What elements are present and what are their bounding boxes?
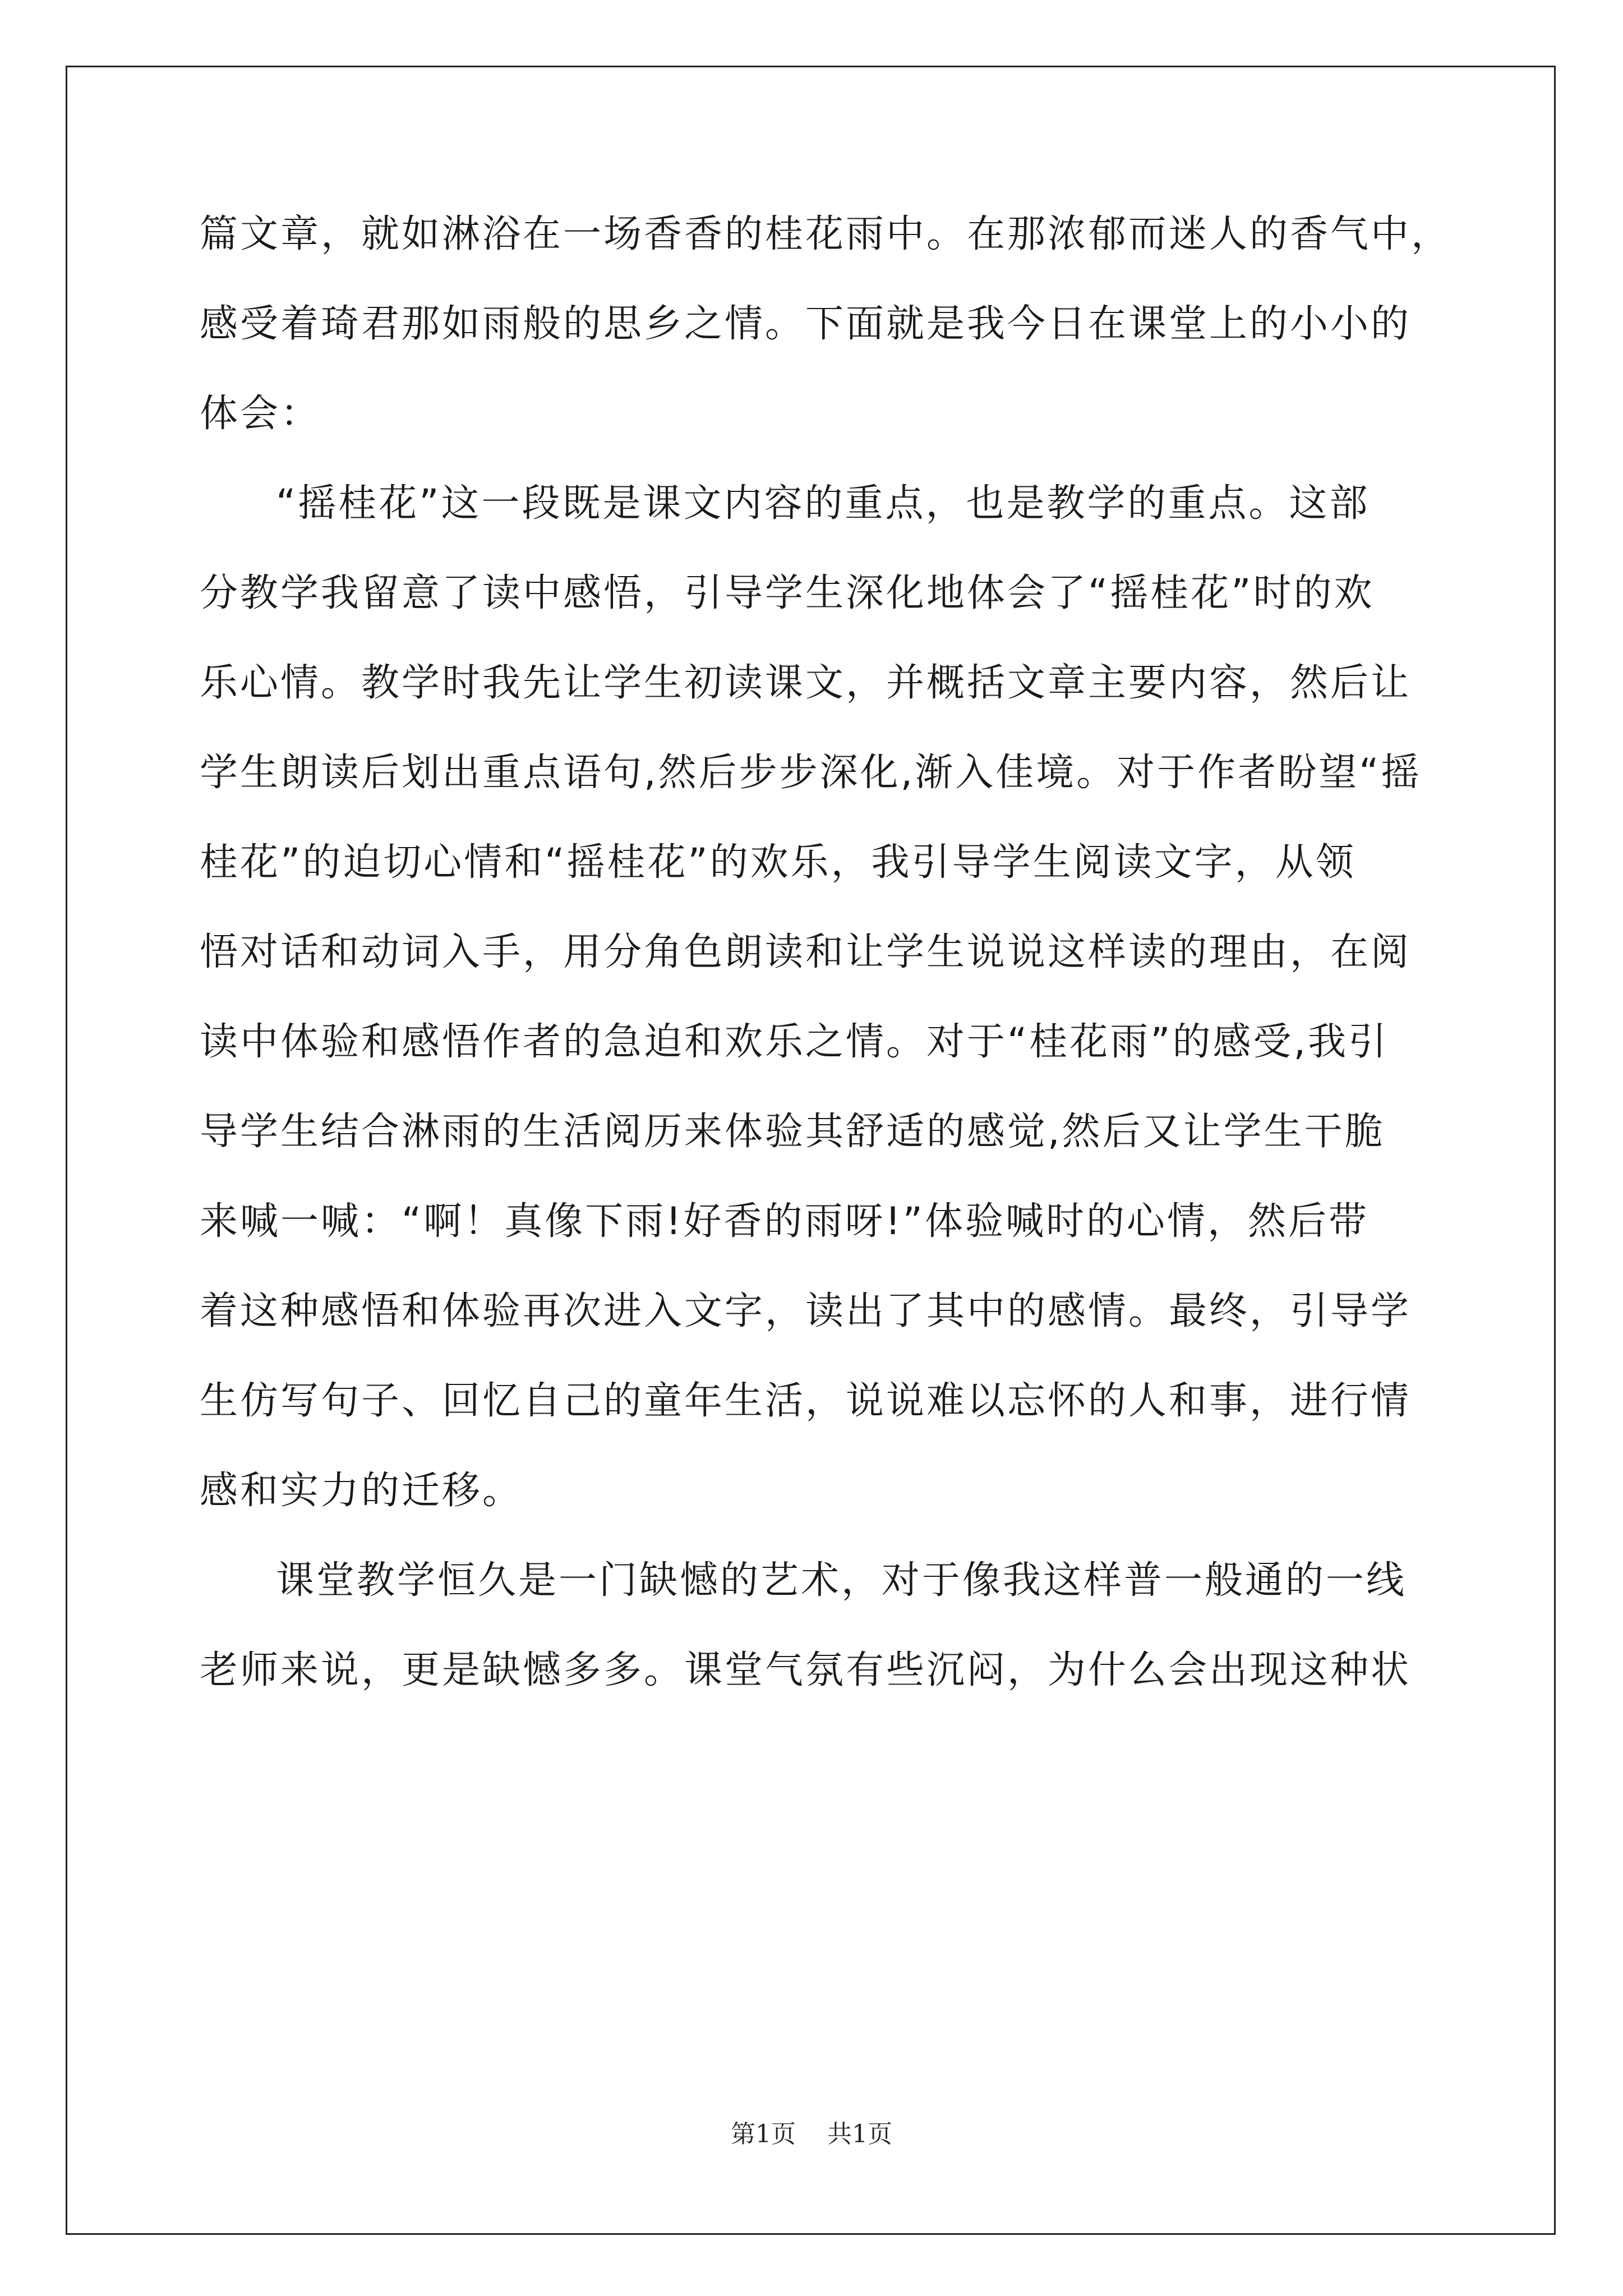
text-line: 生仿写句子、回忆自己的童年生活，说说难以忘怀的人和事，进行情 [200, 1379, 1412, 1423]
text-line: 乐心情。教学时我先让学生初读课文，并概括文章主要内容，然后让 [200, 661, 1412, 705]
text-line: “摇桂花”这一段既是课文内容的重点，也是教学的重点。这部 [276, 481, 1370, 526]
text-line: 老师来说，更是缺憾多多。课堂气氛有些沉闷，为什么会出现这种状 [200, 1648, 1412, 1692]
text-line: 来喊一喊：“啊！真像下雨!好香的雨呀!”体验喊时的心情，然后带 [200, 1199, 1369, 1244]
text-line: 感和实力的迁移。 [200, 1469, 523, 1513]
text-line: 感受着琦君那如雨般的思乡之情。下面就是我今日在课堂上的小小的 [200, 302, 1412, 346]
text-line: 分教学我留意了读中感悟，引导学生深化地体会了“摇桂花”时的欢 [200, 571, 1375, 615]
page-number-footer: 第1页 共1页 [731, 2120, 892, 2148]
text-line: 读中体验和感悟作者的急迫和欢乐之情。对于“桂花雨”的感受,我引 [200, 1020, 1389, 1064]
text-line: 课堂教学恒久是一门缺憾的艺术，对于像我这样普一般通的一线 [276, 1558, 1407, 1603]
text-line: 篇文章，就如淋浴在一场香香的桂花雨中。在那浓郁而迷人的香气中， [200, 212, 1452, 256]
text-line: 悟对话和动词入手，用分角色朗读和让学生说说这样读的理由，在阅 [200, 930, 1412, 974]
text-line: 着这种感悟和体验再次进入文字，读出了其中的感情。最终，引导学 [200, 1289, 1412, 1333]
text-line: 学生朗读后划出重点语句,然后步步深化,渐入佳境。对于作者盼望“摇 [200, 751, 1422, 795]
text-line: 导学生结合淋雨的生活阅历来体验其舒适的感觉,然后又让学生干脆 [200, 1110, 1385, 1154]
text-line: 体会： [200, 392, 321, 436]
text-line: 桂花”的迫切心情和“摇桂花”的欢乐，我引导学生阅读文字，从领 [200, 840, 1356, 885]
